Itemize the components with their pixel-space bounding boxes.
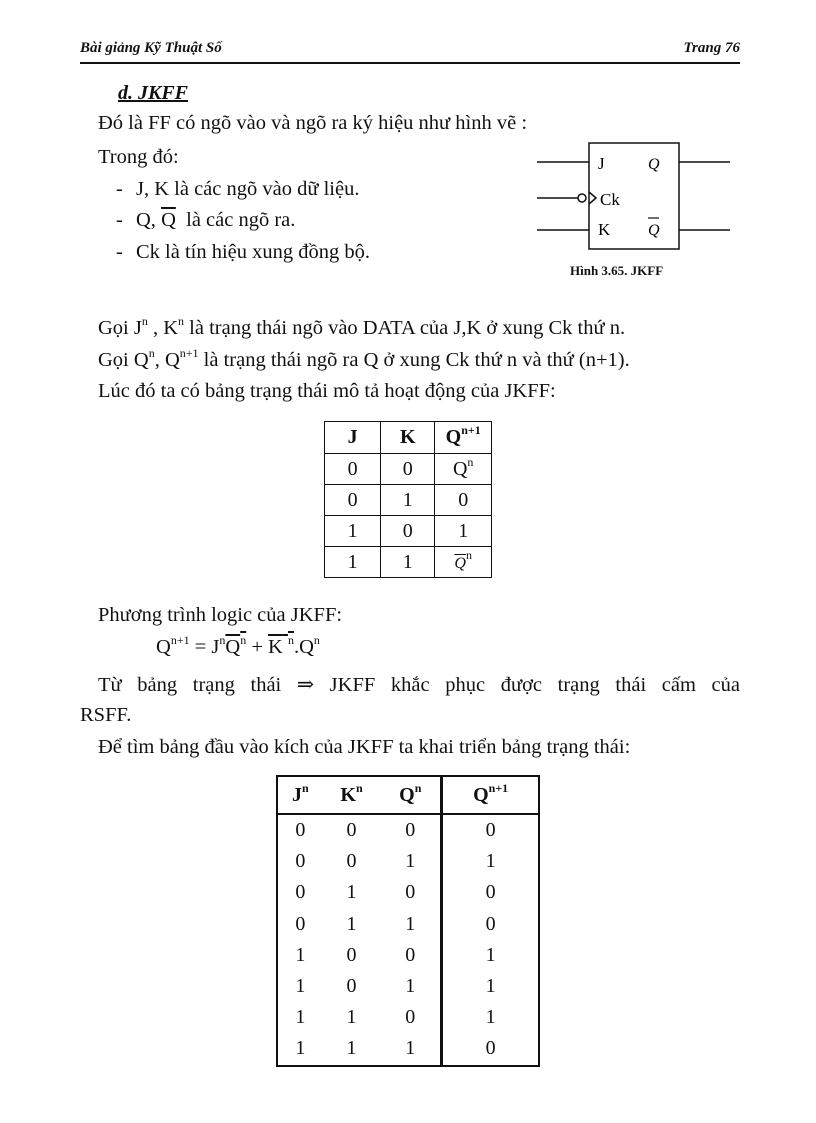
header-sup: n+1	[488, 780, 509, 795]
p1-b: , K	[147, 317, 179, 339]
table-row	[325, 516, 492, 547]
cell: 0	[295, 912, 306, 935]
p1-c: là trạng thái ngõ vào DATA của J,K ở xung Ck thứ n.	[184, 317, 626, 339]
where-label: Trong đó:	[98, 146, 179, 168]
cell: 0	[442, 814, 539, 846]
cell: 1	[442, 940, 539, 971]
bullet-outputs-q: Q,	[136, 209, 156, 231]
table-row	[277, 940, 539, 971]
cell: 1	[442, 1002, 539, 1033]
header-letter: Q	[473, 783, 489, 806]
label-j: J	[598, 154, 605, 173]
bullet-inputs: - J, K là các ngõ vào dữ liệu.	[116, 178, 360, 200]
label-q: Q	[648, 156, 660, 173]
header-sup: n	[302, 780, 309, 795]
eq-lhs-sup: n+1	[170, 633, 190, 647]
cell: 0	[381, 454, 435, 485]
paragraph-state-table-intro: Lúc đó ta có bảng trạng thái mô tả hoạt động của JKFF:	[98, 380, 556, 402]
p2-sup1: n	[148, 346, 155, 360]
header-sup: n	[414, 780, 422, 795]
cell: 0	[346, 850, 357, 873]
paragraph-outputs	[98, 346, 630, 372]
eq-plus: +	[246, 636, 269, 658]
bullet-outputs-text: là các ngõ ra.	[186, 209, 296, 231]
cell: 0	[405, 943, 416, 966]
cell: 0	[405, 819, 416, 842]
table-row	[277, 1002, 539, 1033]
p2-a: Gọi Q	[98, 349, 149, 371]
cell: 1	[346, 881, 357, 904]
header-jn	[277, 776, 323, 814]
cell: 1	[435, 516, 492, 547]
cell: 1	[405, 975, 416, 998]
header-kn	[323, 776, 381, 814]
eq-qbar-sup: n	[240, 633, 247, 647]
eq-kbar-group	[268, 633, 294, 658]
header-rule	[80, 62, 740, 64]
header-q-next	[435, 422, 492, 454]
cell: 0	[295, 819, 306, 842]
bullet-inputs-text: J, K là các ngõ vào dữ liệu.	[136, 178, 360, 200]
header-q-letter: Q	[445, 426, 462, 448]
extended-state-table	[276, 775, 540, 1067]
logic-equation	[156, 633, 320, 659]
cell: 1	[295, 1006, 306, 1029]
p2-b: , Q	[154, 349, 180, 371]
cell	[435, 454, 492, 485]
header-j: J	[325, 422, 381, 454]
header-letter: Q	[399, 783, 415, 806]
cell: 1	[295, 975, 306, 998]
eq-lhs: Q	[156, 636, 171, 658]
table-header-row	[277, 776, 539, 814]
state-table	[324, 421, 492, 578]
paragraph-inputs	[98, 314, 626, 340]
bullet-outputs: - Q, $\overline{Q}$ là các ngõ ra.	[116, 209, 296, 231]
cell: 0	[405, 1006, 416, 1029]
cell: 1	[405, 850, 416, 873]
p2-sup2: n+1	[179, 346, 199, 360]
ck-triangle	[589, 192, 596, 204]
conclusion-line-2: RSFF.	[80, 704, 132, 726]
section-title: d. JKFF	[118, 82, 189, 104]
cell: 1	[381, 485, 435, 516]
cell: 0	[442, 909, 539, 940]
table-row	[325, 547, 492, 578]
label-k: K	[598, 220, 611, 239]
header-title: Bài giảng Kỹ Thuật Số	[80, 40, 222, 56]
cell-qbar: $\overline{Q}$	[454, 554, 466, 572]
eq-kbar-sup: n	[287, 633, 294, 647]
cell: 1	[346, 912, 357, 935]
header-letter: J	[292, 783, 303, 806]
cell: 0	[442, 1033, 539, 1065]
page-number: Trang 76	[683, 40, 740, 56]
table-row	[277, 846, 539, 877]
cell: 1	[442, 846, 539, 877]
cell: 1	[295, 943, 306, 966]
cell: 0	[295, 850, 306, 873]
table-row	[277, 1033, 539, 1065]
cell: 0	[346, 943, 357, 966]
cell: 0	[325, 485, 381, 516]
cell: 1	[405, 1037, 416, 1060]
cell-qbar-sup: n	[465, 547, 472, 562]
cell: 0	[346, 819, 357, 842]
cell: 0	[325, 454, 381, 485]
conclusion-line-1: Từ bảng trạng thái ⇒ JKFF khắc phục được trạng thái cấm của	[98, 674, 740, 696]
bullet-outputs-qbar: $\overline{Q}$	[161, 209, 176, 231]
cell: 1	[346, 1006, 357, 1029]
jkff-symbol	[534, 138, 734, 256]
label-qbar: Q	[648, 222, 660, 239]
logic-title: Phương trình logic của JKFF:	[98, 604, 343, 626]
eq-qbar: Q	[225, 636, 241, 658]
excitation-intro: Để tìm bảng đầu vào kích của JKFF ta khai triển bảng trạng thái:	[98, 736, 631, 758]
cell: 0	[435, 485, 492, 516]
eq-j: = J	[189, 636, 220, 658]
table-header-row	[325, 422, 492, 454]
table-row	[277, 814, 539, 846]
header-sup: n	[355, 780, 363, 795]
header-qn1	[442, 776, 539, 814]
cell: 1	[325, 547, 381, 578]
figure-caption: Hình 3.65. JKFF	[570, 263, 664, 278]
cell: 1	[405, 912, 416, 935]
cell: 0	[442, 877, 539, 908]
ck-inversion-bubble	[578, 194, 586, 202]
table-row	[277, 971, 539, 1002]
cell: 0	[346, 975, 357, 998]
label-ck: Ck	[600, 190, 620, 209]
cell: 0	[381, 516, 435, 547]
eq-qbar-group	[225, 633, 247, 658]
p1-sup2: n	[178, 314, 185, 328]
cell: 1	[442, 971, 539, 1002]
eq-kbar: K	[268, 636, 283, 658]
p1-a: Gọi J	[98, 317, 142, 339]
header-letter: K	[340, 783, 356, 806]
table-row	[277, 877, 539, 908]
header-q-sup: n+1	[461, 423, 481, 437]
cell-q-sup: n	[467, 454, 474, 469]
cell-q: Q	[452, 457, 468, 480]
p1-sup1: n	[141, 314, 148, 328]
eq-q: .Q	[293, 636, 314, 658]
eq-q-sup: n	[313, 633, 320, 647]
cell: 0	[295, 881, 306, 904]
cell: 1	[295, 1037, 306, 1060]
table-row	[277, 909, 539, 940]
table-row	[325, 454, 492, 485]
header-qn	[380, 776, 441, 814]
bullet-clock: - Ck là tín hiệu xung đồng bộ.	[116, 241, 371, 263]
header-k: K	[381, 422, 435, 454]
cell: 1	[381, 547, 435, 578]
cell: 1	[346, 1037, 357, 1060]
p2-c: là trạng thái ngõ ra Q ở xung Ck thứ n và thứ (n+1).	[198, 349, 630, 371]
cell: 0	[405, 881, 416, 904]
table-row	[325, 485, 492, 516]
cell: 1	[325, 516, 381, 547]
intro-text: Đó là FF có ngõ vào và ngõ ra ký hiệu như hình vẽ :	[98, 112, 528, 134]
eq-j-sup: n	[219, 633, 226, 647]
bullet-clock-text: Ck là tín hiệu xung đồng bộ.	[136, 241, 371, 263]
cell	[435, 547, 492, 578]
